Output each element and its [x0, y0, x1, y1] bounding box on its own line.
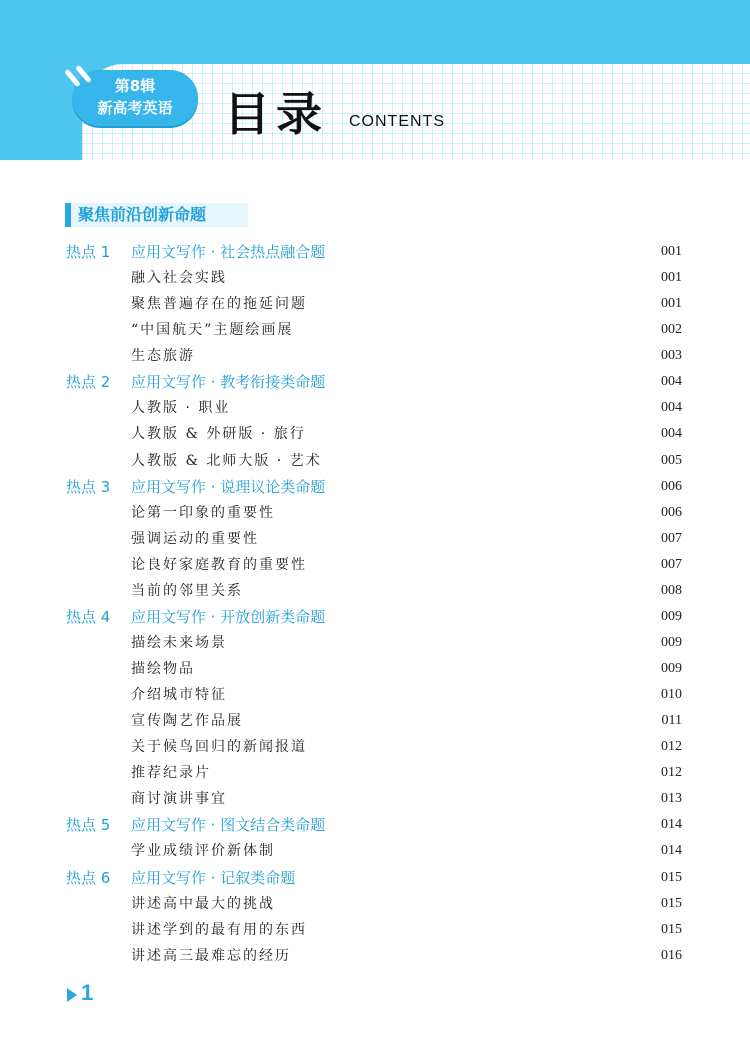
toc-hot-row[interactable] [0, 812, 750, 838]
entry-title: 聚焦普遍存在的拖延问题 [131, 296, 307, 313]
page-ref: 003 [661, 348, 682, 364]
toc-entry-row[interactable] [0, 708, 750, 734]
page-title-english: CONTENTS [349, 113, 445, 130]
page-ref: 014 [661, 817, 682, 833]
toc-entry-row[interactable] [0, 421, 750, 447]
toc-entry-row[interactable] [0, 760, 750, 786]
toc-entry-row[interactable] [0, 395, 750, 421]
entry-title: 学业成绩评价新体制 [131, 843, 275, 860]
toc-entry-row[interactable] [0, 265, 750, 291]
hot-label: 热点 2 [66, 373, 111, 392]
page-title: 目录 [224, 87, 328, 141]
page-ref: 007 [661, 530, 682, 546]
toc-entry-row[interactable] [0, 786, 750, 812]
page-ref: 004 [661, 426, 682, 442]
page-ref: 009 [661, 634, 682, 650]
entry-title: 介绍城市特征 [131, 687, 227, 704]
toc-hot-row[interactable] [0, 369, 750, 395]
edition-badge [72, 70, 198, 126]
toc-entry-row[interactable] [0, 734, 750, 760]
entry-title: 商讨演讲事宜 [131, 791, 227, 808]
page-ref: 002 [661, 322, 682, 338]
entry-title: 宣传陶艺作品展 [131, 713, 243, 730]
entry-title: 描绘物品 [131, 661, 195, 677]
hot-title: 应用文写作 · 开放创新类命题 [131, 607, 326, 626]
hot-title: 应用文写作 · 社会热点融合题 [131, 243, 326, 261]
entry-title: 生态旅游 [131, 348, 195, 365]
page-ref: 001 [661, 244, 682, 259]
page-ref: 012 [661, 765, 682, 781]
hot-title: 应用文写作 · 图文结合类命题 [131, 816, 326, 835]
page-ref: 011 [661, 713, 682, 729]
toc-entry-row[interactable] [0, 578, 750, 604]
badge-subject: 新高考英语 [97, 99, 173, 117]
toc-entry-row[interactable] [0, 838, 750, 864]
section-title: 聚焦前沿创新命题 [78, 205, 207, 224]
page-number: 1 [81, 980, 94, 1005]
hot-label: 热点 3 [66, 477, 111, 496]
toc-entry-row[interactable] [0, 552, 750, 578]
page-ref: 013 [661, 791, 682, 807]
page-ref: 010 [661, 687, 682, 703]
entry-title: 人教版 & 外研版 · 旅行 [131, 426, 306, 443]
entry-title: 人教版 · 职业 [131, 400, 231, 417]
hot-label: 热点 1 [66, 243, 111, 261]
page-ref: 006 [661, 504, 682, 520]
entry-title: 强调运动的重要性 [131, 530, 259, 547]
page-ref: 016 [661, 947, 682, 963]
page-ref: 004 [661, 400, 682, 416]
page-ref: 015 [661, 921, 682, 937]
entry-title: 讲述学到的最有用的东西 [131, 921, 307, 938]
entry-title: 论良好家庭教育的重要性 [131, 556, 307, 573]
toc-entry-row[interactable] [0, 943, 750, 969]
table-of-contents [0, 239, 750, 969]
entry-title: 讲述高三最难忘的经历 [131, 947, 291, 964]
toc-entry-row[interactable] [0, 448, 750, 474]
entry-title: 讲述高中最大的挑战 [131, 895, 275, 912]
entry-title: 当前的邻里关系 [131, 582, 243, 599]
toc-hot-row[interactable] [0, 474, 750, 500]
hot-label: 热点 6 [66, 868, 111, 887]
toc-entry-row[interactable] [0, 656, 750, 682]
page-ref: 008 [661, 582, 682, 598]
toc-hot-row[interactable] [0, 865, 750, 891]
page-ref: 015 [661, 869, 682, 885]
entry-title: 关于候鸟回归的新闻报道 [131, 739, 307, 756]
toc-entry-row[interactable] [0, 343, 750, 369]
toc-entry-row[interactable] [0, 526, 750, 552]
entry-title: 人教版 & 北师大版 · 艺术 [131, 452, 322, 469]
toc-entry-row[interactable] [0, 500, 750, 526]
entry-title: 描绘未来场景 [131, 634, 227, 651]
page-ref: 001 [661, 270, 682, 286]
hot-title: 应用文写作 · 记叙类命题 [131, 868, 296, 887]
hot-title: 应用文写作 · 教考衔接类命题 [131, 373, 326, 392]
page-ref: 005 [661, 452, 682, 468]
toc-hot-row[interactable] [0, 604, 750, 630]
toc-entry-row[interactable] [0, 917, 750, 943]
page-ref: 009 [661, 608, 682, 624]
page-ref: 006 [661, 478, 682, 494]
toc-entry-row[interactable] [0, 291, 750, 317]
toc-hot-row[interactable] [0, 239, 750, 265]
badge-edition: 第8辑 [114, 77, 156, 95]
entry-title: “中国航天”主题绘画展 [131, 322, 294, 339]
toc-entry-row[interactable] [0, 891, 750, 917]
toc-entry-row[interactable] [0, 317, 750, 343]
hot-label: 热点 5 [66, 816, 111, 835]
page-ref: 009 [661, 661, 682, 676]
entry-title: 推荐纪录片 [131, 765, 211, 782]
page-ref: 012 [661, 739, 682, 755]
entry-title: 融入社会实践 [131, 270, 227, 287]
page-ref: 014 [661, 843, 682, 859]
entry-title: 论第一印象的重要性 [131, 504, 275, 521]
page-ref: 015 [661, 895, 682, 911]
section-heading [65, 203, 248, 227]
page-ref: 007 [661, 556, 682, 572]
section-bar [65, 203, 71, 227]
page-ref: 004 [661, 374, 682, 390]
toc-entry-row[interactable] [0, 682, 750, 708]
hot-title: 应用文写作 · 说理议论类命题 [131, 477, 326, 496]
play-arrow-icon [67, 988, 77, 1002]
hot-label: 热点 4 [66, 607, 111, 626]
toc-entry-row[interactable] [0, 630, 750, 656]
page-ref: 001 [661, 296, 682, 312]
